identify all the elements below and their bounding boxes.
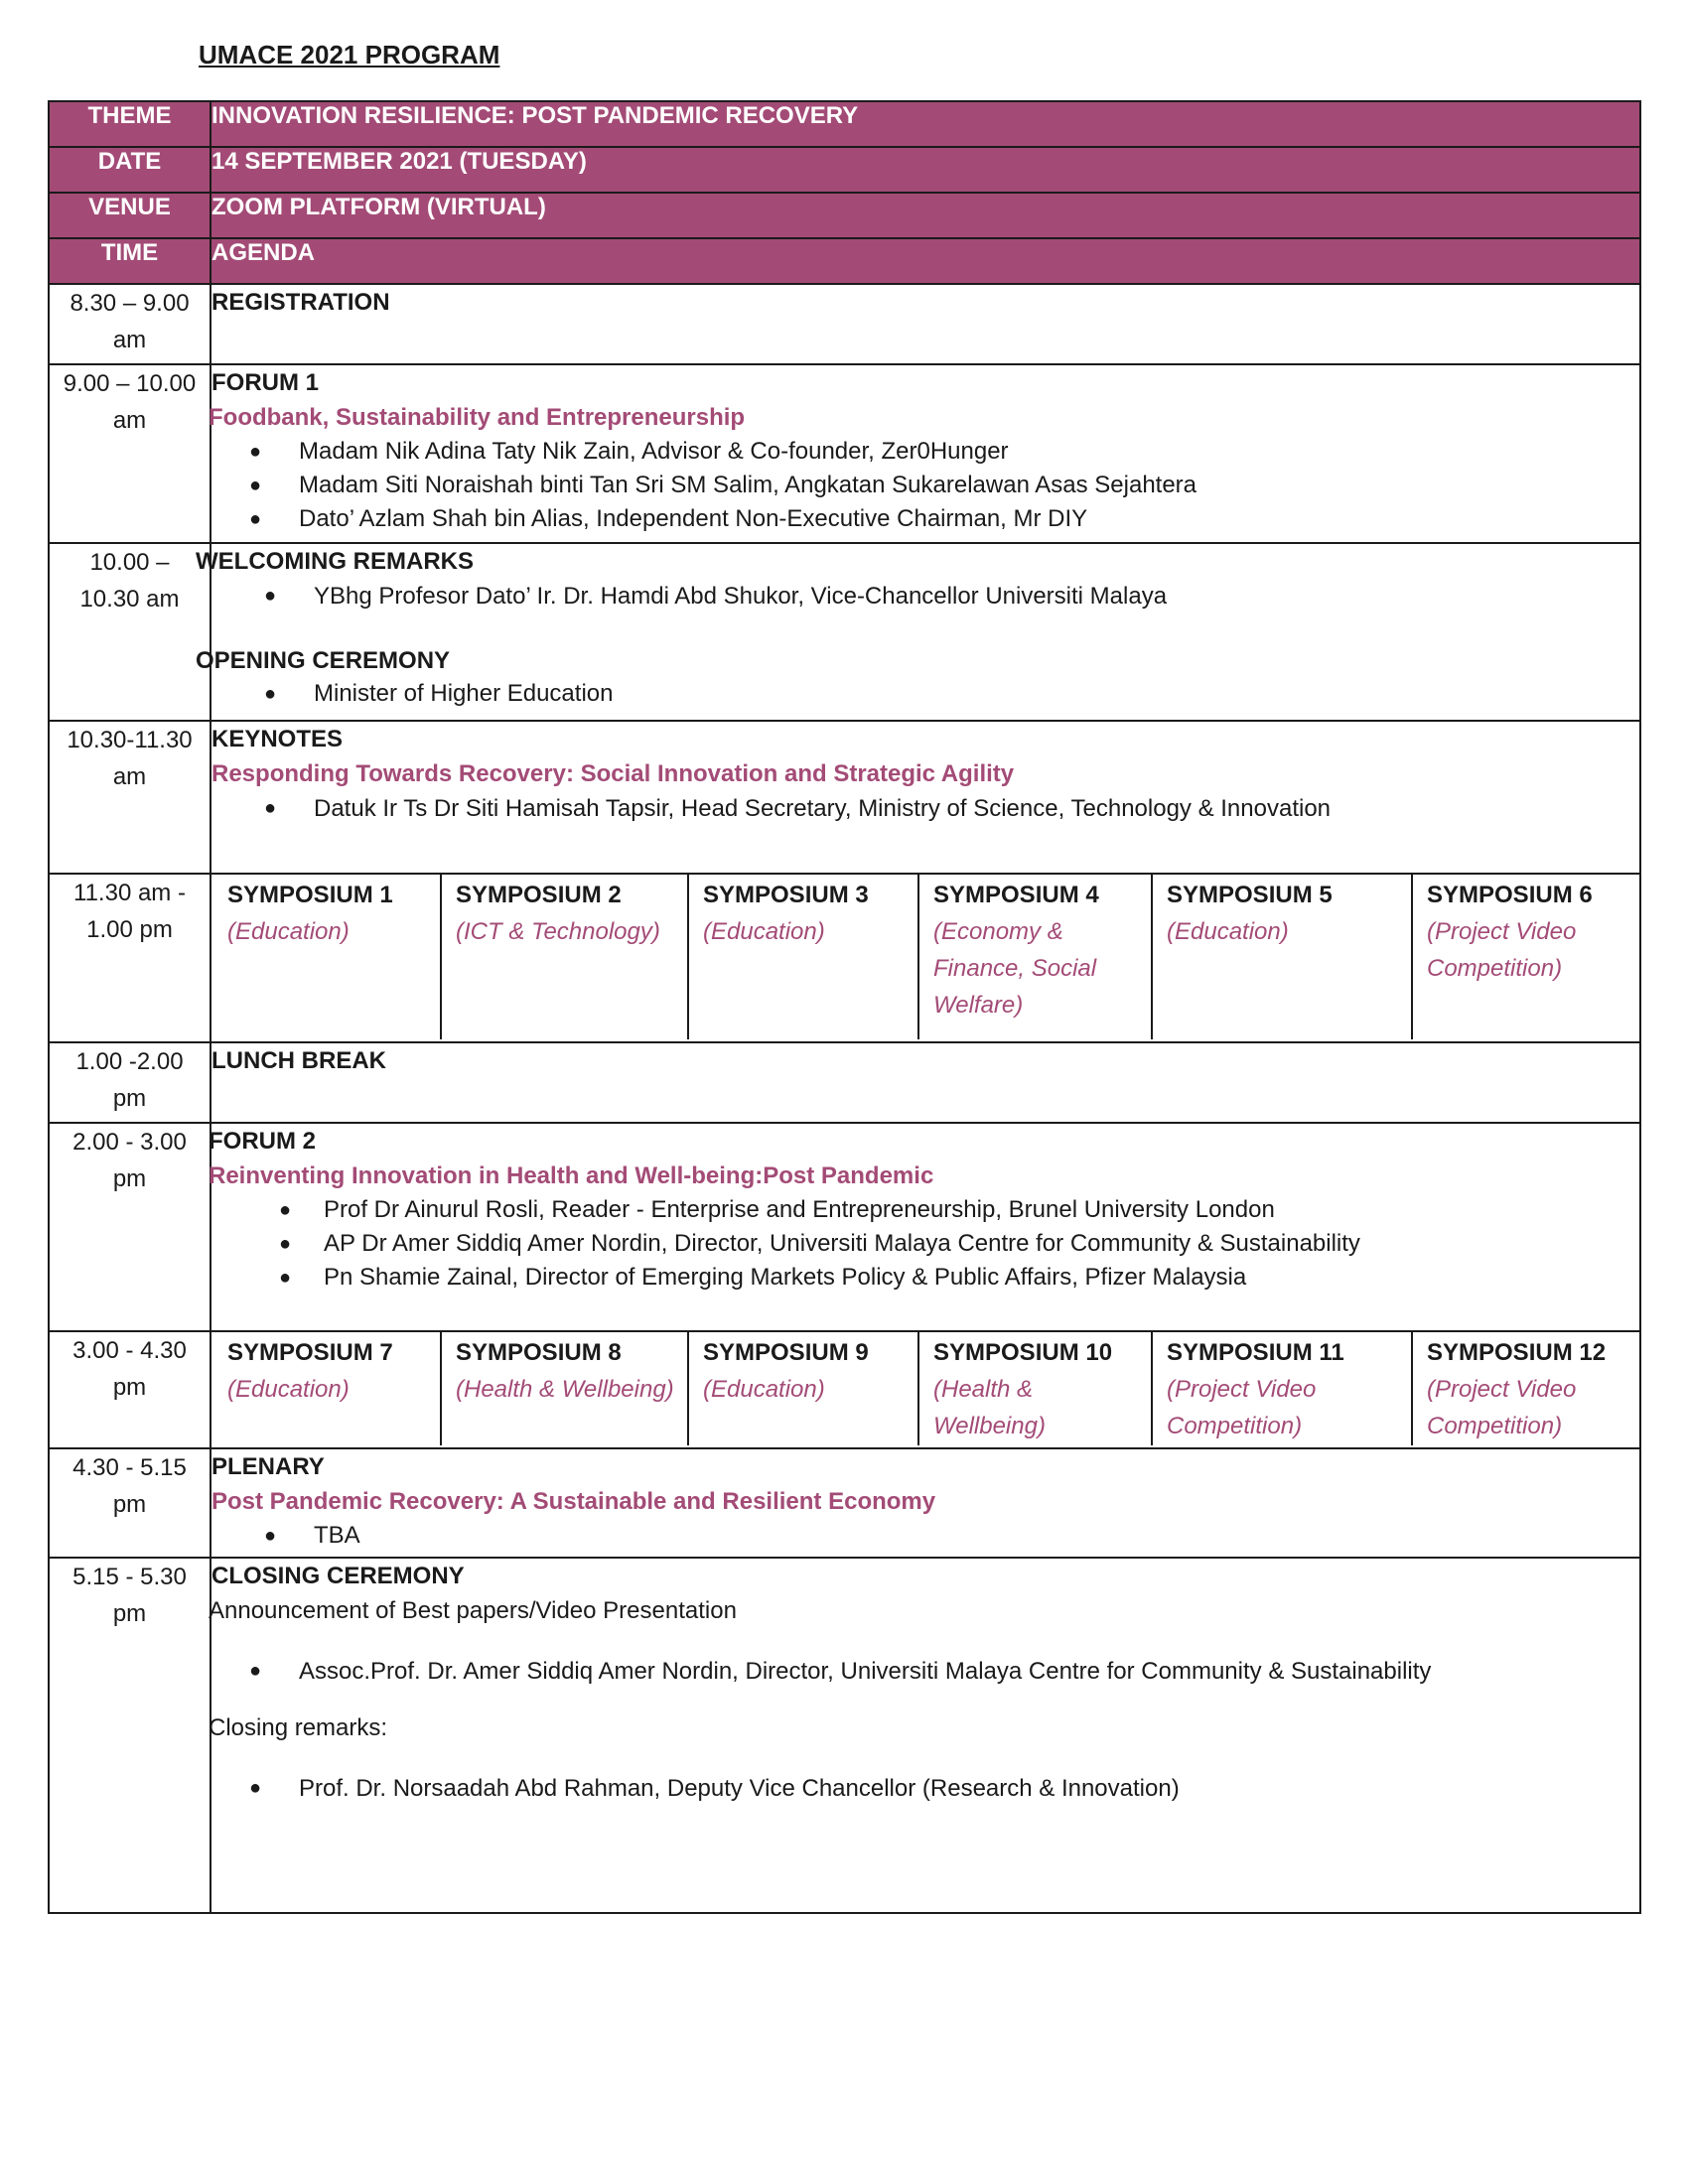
list-item: ● Datuk Ir Ts Dr Siti Hamisah Tapsir, Head Secretary, Ministry of Science, Technology & Innovation bbox=[211, 791, 1639, 826]
forum1-row bbox=[49, 364, 1640, 543]
date-value: 14 SEPTEMBER 2021 (TUESDAY) bbox=[211, 147, 1640, 193]
symposia-pm-agenda bbox=[211, 1331, 1640, 1448]
welcome-row bbox=[49, 543, 1640, 721]
symposium-1-cell: SYMPOSIUM 1 (Education) bbox=[227, 882, 393, 945]
symposia-pm-row bbox=[49, 1331, 1640, 1448]
list-item: ● Assoc.Prof. Dr. Amer Siddiq Amer Nordin, Director, Universiti Malaya Centre for Community & Sustainability bbox=[211, 1654, 1639, 1689]
venue-row bbox=[49, 193, 1640, 238]
welcome-time: 10.00 – 10.30 am bbox=[49, 543, 211, 721]
forum2-title: FORUM 2 bbox=[209, 1128, 316, 1155]
forum2-agenda bbox=[211, 1123, 1640, 1331]
symposium-2-cell: SYMPOSIUM 2 (ICT & Technology) bbox=[440, 875, 687, 1039]
symposia-am-time: 11.30 am - 1.00 pm bbox=[49, 874, 211, 1042]
symposium-6-cell: SYMPOSIUM 6 (Project Video Competition) bbox=[1411, 875, 1639, 1039]
closing-row bbox=[49, 1558, 1640, 1913]
time-column-header: TIME bbox=[49, 238, 211, 284]
plenary-speaker-list bbox=[211, 1519, 1639, 1553]
agenda-column-header: AGENDA bbox=[211, 238, 1640, 284]
closing-announcement: Announcement of Best papers/Video Presentation bbox=[209, 1597, 737, 1624]
forum1-time: 9.00 – 10.00 am bbox=[49, 364, 211, 543]
lunch-title: LUNCH BREAK bbox=[211, 1047, 386, 1074]
symposium-10-cell: SYMPOSIUM 10 (Health & Wellbeing) bbox=[917, 1332, 1151, 1445]
list-item: ● Dato’ Azlam Shah bin Alias, Independent Non-Executive Chairman, Mr DIY bbox=[211, 502, 1639, 536]
closing-time: 5.15 - 5.30 pm bbox=[49, 1558, 211, 1913]
opening-title: OPENING CEREMONY bbox=[196, 647, 451, 674]
time-agenda-header-row bbox=[49, 238, 1640, 284]
symposium-12-cell: SYMPOSIUM 12 (Project Video Competition) bbox=[1411, 1332, 1639, 1445]
registration-agenda bbox=[211, 284, 1640, 364]
list-item: ● YBhg Profesor Dato’ Ir. Dr. Hamdi Abd Shukor, Vice-Chancellor Universiti Malaya bbox=[211, 579, 1639, 614]
registration-time: 8.30 – 9.00 am bbox=[49, 284, 211, 364]
list-item: ● Madam Nik Adina Taty Nik Zain, Advisor & Co-founder, Zer0Hunger bbox=[211, 435, 1639, 469]
list-item: ● Prof. Dr. Norsaadah Abd Rahman, Deputy Vice Chancellor (Research & Innovation) bbox=[211, 1771, 1639, 1806]
list-item: ● AP Dr Amer Siddiq Amer Nordin, Director, Universiti Malaya Centre for Community & Sustainability bbox=[211, 1227, 1639, 1261]
welcome-agenda bbox=[196, 543, 1640, 721]
symposium-5-cell: SYMPOSIUM 5 (Education) bbox=[1151, 875, 1411, 1039]
list-item: ● Minister of Higher Education bbox=[211, 678, 1639, 710]
forum2-speaker-list bbox=[211, 1193, 1639, 1295]
forum1-speaker-list bbox=[211, 435, 1639, 536]
lunch-agenda bbox=[211, 1042, 1640, 1123]
registration-row bbox=[49, 284, 1640, 364]
symposia-am-row bbox=[49, 874, 1640, 1042]
welcome-title: WELCOMING REMARKS bbox=[196, 548, 474, 575]
symposium-9-cell: SYMPOSIUM 9 (Education) bbox=[687, 1332, 917, 1445]
date-label: DATE bbox=[49, 147, 211, 193]
forum1-agenda bbox=[211, 364, 1640, 543]
symposia-am-grid bbox=[211, 875, 1639, 1039]
keynotes-subtitle: Responding Towards Recovery: Social Innovation and Strategic Agility bbox=[211, 760, 1015, 787]
program-table bbox=[48, 100, 1641, 1914]
list-item: ● Pn Shamie Zainal, Director of Emerging Markets Policy & Public Affairs, Pfizer Malaysia bbox=[211, 1261, 1639, 1295]
forum2-row bbox=[49, 1123, 1640, 1331]
symposium-7-cell: SYMPOSIUM 7 (Education) bbox=[227, 1339, 393, 1403]
keynotes-time: 10.30-11.30 am bbox=[49, 721, 211, 874]
closing-agenda bbox=[211, 1558, 1640, 1913]
keynotes-row bbox=[49, 721, 1640, 874]
plenary-subtitle: Post Pandemic Recovery: A Sustainable and Resilient Economy bbox=[211, 1488, 936, 1515]
symposium-11-cell: SYMPOSIUM 11 (Project Video Competition) bbox=[1151, 1332, 1411, 1445]
plenary-time: 4.30 - 5.15 pm bbox=[49, 1448, 211, 1558]
list-item: ● Madam Siti Noraishah binti Tan Sri SM Salim, Angkatan Sukarelawan Asas Sejahtera bbox=[211, 469, 1639, 502]
theme-row bbox=[49, 101, 1640, 147]
symposia-pm-time: 3.00 - 4.30 pm bbox=[49, 1331, 211, 1448]
keynotes-speaker-list bbox=[211, 791, 1639, 826]
theme-value: INNOVATION RESILIENCE: POST PANDEMIC RECOVERY bbox=[211, 101, 1640, 147]
welcome-speaker-list bbox=[211, 579, 1639, 614]
document-title: UMACE 2021 PROGRAM bbox=[199, 40, 500, 69]
symposium-8-cell: SYMPOSIUM 8 (Health & Wellbeing) bbox=[440, 1332, 687, 1445]
keynotes-agenda bbox=[211, 721, 1640, 874]
keynotes-title: KEYNOTES bbox=[211, 726, 344, 752]
opening-speaker-list bbox=[211, 678, 1639, 710]
venue-value: ZOOM PLATFORM (VIRTUAL) bbox=[211, 193, 1640, 238]
forum1-title: FORUM 1 bbox=[211, 369, 319, 396]
lunch-time: 1.00 -2.00 pm bbox=[49, 1042, 211, 1123]
closing-speaker-list bbox=[211, 1771, 1639, 1806]
symposium-4-cell: SYMPOSIUM 4 (Economy & Finance, Social Welfare) bbox=[917, 875, 1151, 1039]
forum2-subtitle: Reinventing Innovation in Health and Well-being:Post Pandemic bbox=[209, 1162, 934, 1189]
closing-announcer-list bbox=[211, 1654, 1639, 1689]
plenary-title: PLENARY bbox=[211, 1453, 325, 1480]
symposia-am-agenda bbox=[211, 874, 1640, 1042]
plenary-row bbox=[49, 1448, 1640, 1558]
registration-title: REGISTRATION bbox=[211, 289, 390, 316]
list-item: ● Prof Dr Ainurul Rosli, Reader - Enterprise and Entrepreneurship, Brunel University London bbox=[211, 1193, 1639, 1227]
forum1-subtitle: Foodbank, Sustainability and Entrepreneurship bbox=[209, 404, 746, 431]
closing-remarks-label: Closing remarks: bbox=[209, 1714, 388, 1741]
lunch-row bbox=[49, 1042, 1640, 1123]
symposium-3-cell: SYMPOSIUM 3 (Education) bbox=[687, 875, 917, 1039]
closing-title: CLOSING CEREMONY bbox=[211, 1563, 465, 1589]
forum2-time: 2.00 - 3.00 pm bbox=[49, 1123, 211, 1331]
theme-label: THEME bbox=[49, 101, 211, 147]
plenary-agenda bbox=[211, 1448, 1640, 1558]
list-item: ● TBA bbox=[211, 1519, 1639, 1553]
symposia-pm-grid bbox=[211, 1332, 1639, 1445]
date-row bbox=[49, 147, 1640, 193]
venue-label: VENUE bbox=[49, 193, 211, 238]
